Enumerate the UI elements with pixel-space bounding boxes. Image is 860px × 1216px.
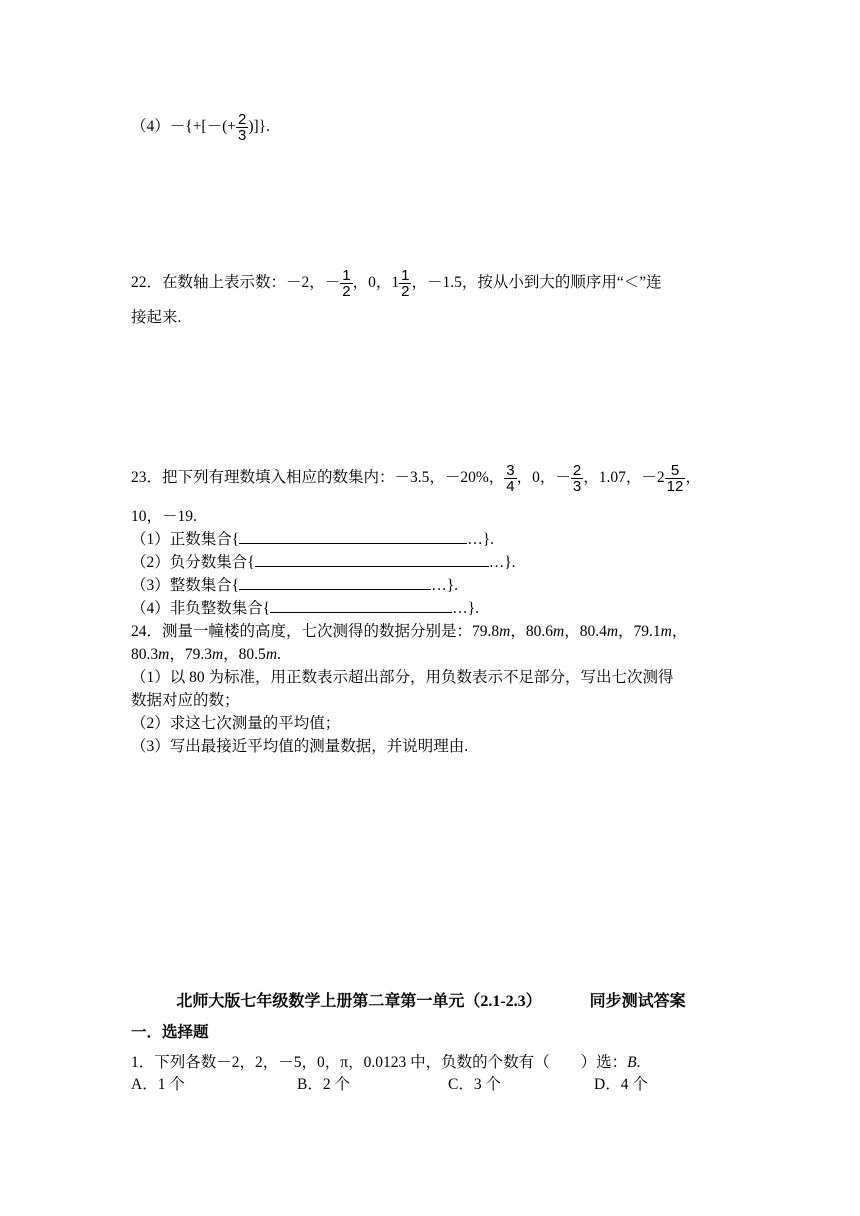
section-heading: 一．选择题 (131, 1024, 209, 1041)
fraction: $\frac{1}{2}$ (342, 267, 351, 300)
fraction: $\frac{2}{3}$ (238, 111, 247, 144)
set-integer: （3）整数集合{ …}. (131, 577, 459, 594)
answer-blank[interactable] (270, 598, 452, 613)
option-b: B．2 个 (297, 1076, 350, 1093)
set-nonnegative-integer: （4）非负整数集合{ …}. (131, 600, 480, 617)
fraction: $\frac{3}{4}$ (506, 462, 515, 495)
q21-part4-suffix: )]}. (248, 118, 270, 136)
fraction: $\frac{5}{12}$ (666, 462, 684, 495)
q24-item1-line1: （1）以 80 为标准，用正数表示超出部分，用负数表示不足部分，写出七次测得 (131, 669, 674, 686)
q1-stem: 1．下列各数－2，2，－5，0，π，0.0123 中，负数的个数有（ ）选：B. (131, 1054, 641, 1071)
set-negative-fraction: （2）负分数集合{ …}. (131, 554, 516, 571)
q24-item2: （2）求这七次测量的平均值； (131, 715, 341, 732)
q24-item1-line2: 数据对应的数； (131, 692, 240, 709)
q23-line1: 23．把下列有理数填入相应的数集内：－3.5，－20%， $\frac{3}{4}$ ，0，－ $\frac{2}{3}$ ，1.07，－2 $\frac{5}{12}$ ， (131, 462, 701, 495)
fraction: $\frac{2}{3}$ (572, 462, 582, 495)
q21-part4-prefix: （4）－{+[－(+ (131, 118, 236, 136)
answer-blank[interactable] (255, 552, 489, 567)
answer-blank[interactable] (239, 529, 467, 544)
fraction: $\frac{1}{2}$ (401, 267, 410, 300)
set-positive: （1）正数集合{ …}. (131, 531, 495, 548)
q24-line1: 24．测量一幢楼的高度，七次测得的数据分别是：79.8m，80.6m，80.4m，79.1m， (131, 623, 688, 640)
q22-line1: 22．在数轴上表示数：－2，－ $\frac{1}{2}$ ，0，1 $\frac{1}{2}$ ，－1.5，按从小到大的顺序用“＜”连 (131, 267, 662, 300)
q22-line2: 接起来. (131, 309, 182, 326)
answer-title: 北师大版七年级数学上册第二章第一单元（2.1-2.3） 同步测试答案 (176, 993, 686, 1010)
q23-line2: 10，－19. (131, 508, 197, 525)
q24-item3: （3）写出最接近平均值的测量数据，并说明理由. (131, 738, 469, 755)
answer-blank[interactable] (239, 575, 431, 590)
q21-part4 (131, 112, 270, 143)
option-d: D．4 个 (594, 1076, 648, 1093)
option-a: A．1 个 (131, 1076, 185, 1093)
q24-line2: 80.3m，79.3m，80.5m. (131, 646, 281, 663)
option-c: C．3 个 (448, 1076, 501, 1093)
